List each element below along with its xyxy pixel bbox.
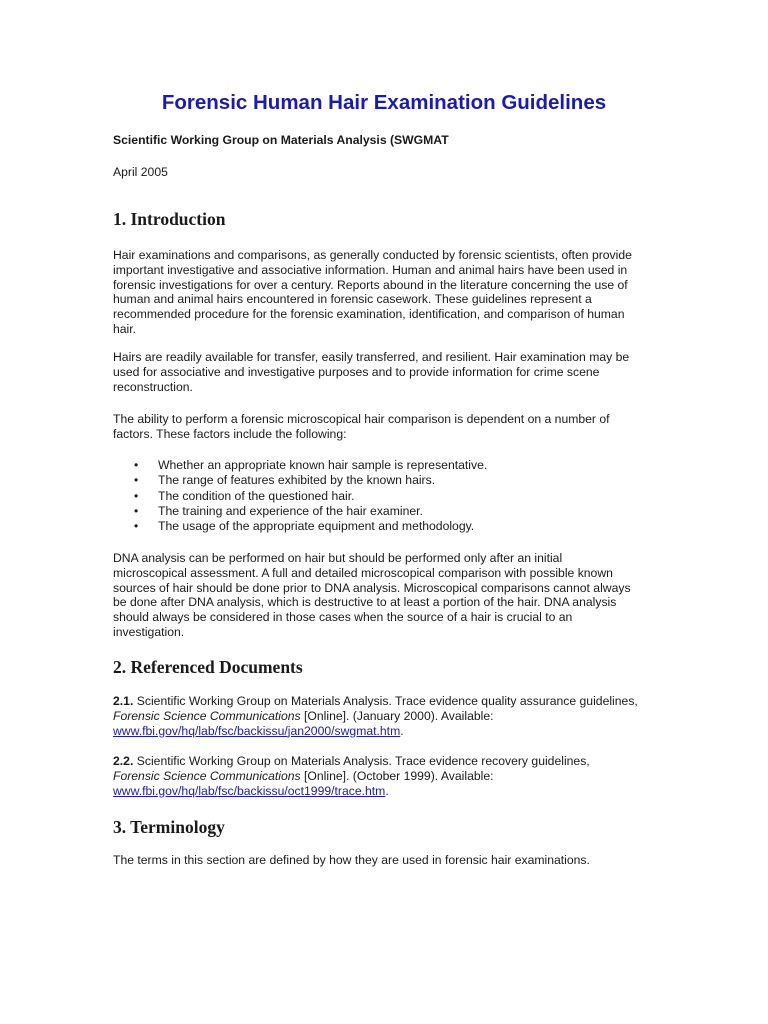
text-line: microscopical assessment. A full and detailed microscopical comparison with possible known	[113, 565, 613, 580]
text-line: be done after DNA analysis, which is destructive to at least a portion of the hair. DNA analysis	[113, 595, 617, 610]
text-line: sources of hair should be done prior to DNA analysis. Microscopical comparisons cannot always	[113, 580, 631, 595]
reference-number: 2.2.	[113, 754, 134, 768]
section-heading-introduction: 1. Introduction	[113, 209, 226, 229]
document-date: April 2005	[113, 165, 168, 179]
text-line: Hair examinations and comparisons, as generally conducted by forensic scientists, often provide	[113, 248, 632, 262]
text-line: factors. These factors include the following:	[113, 426, 347, 441]
reference-details: [Online]. (January 2000). Available:	[300, 708, 494, 723]
list-item-text: The range of features exhibited by the known hairs.	[158, 473, 436, 488]
reference-item	[113, 754, 673, 798]
reference-link[interactable]: www.fbi.gov/hq/lab/fsc/backissu/oct1999/trace.htm	[113, 783, 386, 798]
section-heading-terminology: 3. Terminology	[113, 817, 225, 837]
text-line: human and animal hairs encountered in forensic casework. These guidelines represent a	[113, 292, 592, 307]
text-line	[113, 754, 673, 769]
text-line: investigation.	[113, 624, 185, 639]
reference-end: .	[400, 723, 404, 738]
reference-journal: Forensic Science Communications	[113, 708, 301, 723]
bullet-icon: •	[134, 519, 139, 534]
list-item-text: Whether an appropriate known hair sample is representative.	[158, 458, 488, 472]
factor-list	[113, 458, 487, 534]
text-line: recommended procedure for the forensic examination, identification, and comparison of human	[113, 307, 625, 321]
text-line: hair.	[113, 321, 137, 336]
text-line	[113, 694, 673, 709]
document-title: Forensic Human Hair Examination Guidelines	[161, 91, 607, 114]
terminology-paragraph	[113, 853, 673, 868]
intro-paragraph-3	[113, 412, 673, 442]
reference-end: .	[385, 783, 389, 798]
text-line: The terms in this section are defined by how they are used in forensic hair examinations.	[113, 853, 590, 867]
bullet-icon: •	[134, 503, 139, 518]
document-subtitle: Scientific Working Group on Materials Analysis (SWGMAT	[113, 133, 449, 147]
reference-text: Scientific Working Group on Materials Analysis. Trace evidence quality assurance guidelines,	[133, 694, 638, 708]
list-item	[113, 519, 487, 534]
text-line: important investigative and associative information. Human and animal hairs have been used in	[113, 262, 628, 277]
reference-journal: Forensic Science Communications	[113, 768, 301, 783]
intro-paragraph-4	[113, 551, 673, 640]
bullet-icon: •	[134, 458, 139, 472]
text-line: forensic investigations for over a century. Reports abound in the literature concerning the use of	[113, 277, 628, 292]
text-line	[113, 784, 673, 799]
text-line: Hairs are readily available for transfer, easily transferred, and resilient. Hair examination may be	[113, 350, 630, 364]
intro-paragraph-2	[113, 350, 673, 394]
list-item-text: The usage of the appropriate equipment and methodology.	[158, 519, 475, 534]
section-heading-referenced-documents: 2. Referenced Documents	[113, 657, 303, 677]
list-item-text: The training and experience of the hair examiner.	[158, 503, 423, 518]
text-line: The ability to perform a forensic microscopical hair comparison is dependent on a number of	[113, 412, 610, 426]
text-line	[113, 769, 673, 784]
text-line: used for associative and investigative purposes and to provide information for crime scene	[113, 364, 600, 379]
list-item	[113, 489, 487, 504]
list-item-text: The condition of the questioned hair.	[158, 488, 355, 503]
text-line: reconstruction.	[113, 379, 193, 394]
list-item	[113, 504, 487, 519]
text-line	[113, 709, 673, 724]
text-line	[113, 724, 673, 739]
bullet-icon: •	[134, 488, 139, 503]
reference-link[interactable]: www.fbi.gov/hq/lab/fsc/backissu/jan2000/swgmat.htm	[113, 723, 401, 738]
text-line: DNA analysis can be performed on hair but should be performed only after an initial	[113, 551, 563, 565]
reference-details: [Online]. (October 1999). Available:	[300, 768, 494, 783]
reference-item	[113, 694, 673, 738]
list-item	[113, 458, 487, 473]
intro-paragraph-1	[113, 248, 673, 337]
list-item	[113, 473, 487, 488]
bullet-icon: •	[134, 473, 139, 488]
reference-text: Scientific Working Group on Materials Analysis. Trace evidence recovery guidelines,	[133, 754, 590, 768]
reference-number: 2.1.	[113, 694, 134, 708]
text-line: should always be considered in those cases when the source of a hair is crucial to an	[113, 610, 573, 624]
